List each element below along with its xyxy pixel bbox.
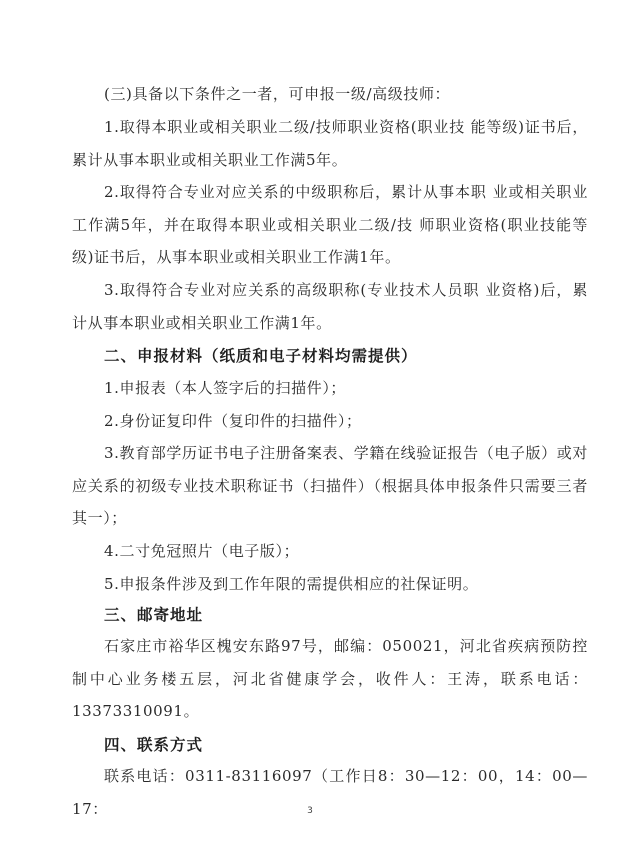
page-number: 3 bbox=[307, 806, 313, 816]
section-2-item-2: 2.身份证复印件（复印件的扫描件）； bbox=[104, 412, 362, 430]
condition-3-item-3: 3.取得符合专业对应关系的高级职称(专业技术人员职 业资格)后，累计从事本职业或相关职业工作满1年。 bbox=[72, 281, 588, 332]
section-2-item-5: 5.申报条件涉及到工作年限的需提供相应的社保证明。 bbox=[104, 575, 479, 593]
condition-3-item-1: 1.取得本职业或相关职业二级/技师职业资格(职业技 能等级)证书后，累计从事本职业或相关职业工作满5年。 bbox=[72, 118, 588, 169]
section-3-address: 石家庄市裕华区槐安东路97号，邮编：050021，河北省疾病预防控制中心业务楼五层，河北省健康学会，收件人：王涛，联系电话：13373310091。 bbox=[72, 637, 588, 720]
section-2-item-3: 3.教育部学历证书电子注册备案表、学籍在线验证报告（电子版）或对应关系的初级专业技术职称证书（扫描件）（根据具体申报条件只需要三者其一）； bbox=[72, 444, 588, 527]
condition-3-title: (三)具备以下条件之一者，可申报一级/高级技师： bbox=[104, 85, 451, 103]
section-3-heading: 三、邮寄地址 bbox=[104, 605, 204, 624]
section-2-heading: 二、申报材料（纸质和电子材料均需提供） bbox=[104, 346, 418, 365]
section-2-item-4: 4.二寸免冠照片（电子版）； bbox=[104, 542, 300, 560]
section-2-item-1: 1.申报表（本人签字后的扫描件）； bbox=[104, 379, 347, 397]
section-4-heading: 四、联系方式 bbox=[104, 735, 204, 754]
condition-3-item-2: 2.取得符合专业对应关系的中级职称后，累计从事本职 业或相关职业工作满5年，并在取得本职业或相关职业二级/技 师职业资格(职业技能等级)证书后，从事本职业或相关职业工作满1年。 bbox=[72, 183, 588, 266]
section-4-contact: 联系电话：0311-83116097（工作日8：30—12：00，14：00—17： bbox=[72, 767, 588, 818]
